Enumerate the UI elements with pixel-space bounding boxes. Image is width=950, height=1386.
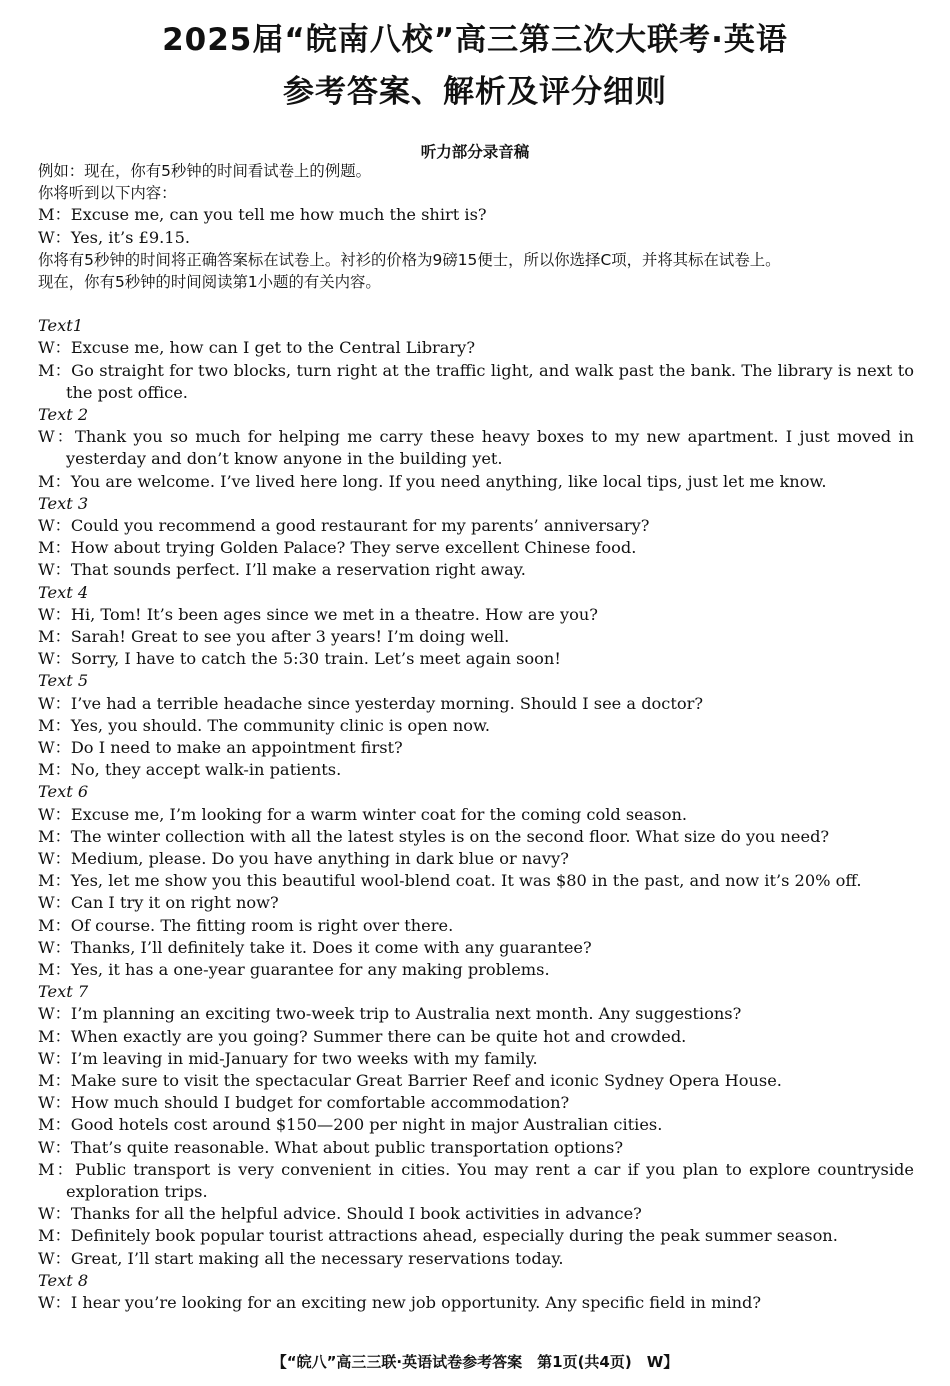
text-label: Text 5 — [38, 671, 89, 691]
dialogue-line: W：I’m leaving in mid-January for two weeks with my family. — [38, 1048, 538, 1068]
text-block-8 — [38, 1270, 914, 1314]
dialogue-line: M：You are welcome. I’ve lived here long. If you need anything, like local tips, just let me know. — [38, 471, 827, 491]
text-label: Text 4 — [38, 582, 89, 602]
dialogue-line: W：Thanks for all the helpful advice. Should I book activities in advance? — [38, 1204, 642, 1224]
dialogue-line: W：Do I need to make an appointment first? — [38, 737, 403, 757]
dialogue-line: W：Can I try it on right now? — [38, 893, 279, 913]
dialogue-line: W：Medium, please. Do you have anything in dark blue or navy? — [38, 848, 569, 868]
dialogue-line: W：Excuse me, I’m looking for a warm winter coat for the coming cold season. — [38, 804, 688, 824]
intro-line: 你将听到以下内容： — [38, 184, 177, 203]
dialogue-line: W：That sounds perfect. I’ll make a reservation right away. — [38, 560, 526, 580]
dialogue-line: W：I hear you’re looking for an exciting new job opportunity. Any specific field in mind? — [38, 1292, 762, 1312]
intro-line: 你将有5秒钟的时间将正确答案标在试卷上。衬衫的价格为9磅15便士，所以你选择C项，并将其标在试卷上。 — [38, 250, 781, 269]
dialogue-line: M：Yes, let me show you this beautiful wool-blend coat. It was $80 in the past, and now it’s 20% off. — [38, 871, 862, 891]
document-subtitle: 参考答案、解析及评分细则 — [283, 74, 667, 110]
dialogue-line: M：No, they accept walk-in patients. — [38, 760, 342, 780]
dialogue-line: W：That’s quite reasonable. What about public transportation options? — [38, 1137, 623, 1157]
spacer — [38, 293, 914, 315]
dialogue-line: M：Of course. The fitting room is right over there. — [38, 915, 454, 935]
intro-line: 例如：现在，你有5秒钟的时间看试卷上的例题。 — [38, 162, 371, 180]
text-label: Text 8 — [38, 1270, 89, 1290]
text-block-3 — [38, 493, 914, 582]
dialogue-line: W：I’ve had a terrible headache since yesterday morning. Should I see a doctor? — [38, 693, 704, 713]
dialogue-line: W：Great, I’ll start making all the necessary reservations today. — [38, 1248, 564, 1268]
intro-line: M：Excuse me, can you tell me how much the shirt is? — [38, 205, 487, 225]
text-block-5 — [38, 670, 914, 781]
dialogue-line: M：How about trying Golden Palace? They serve excellent Chinese food. — [38, 538, 637, 558]
text-label: Text 7 — [38, 982, 89, 1002]
dialogue-line: M：The winter collection with all the latest styles is on the second floor. What size do you need? — [38, 826, 830, 846]
dialogue-line: W：Hi, Tom! It’s been ages since we met in a theatre. How are you? — [38, 604, 598, 624]
dialogue-line: W：Sorry, I have to catch the 5:30 train. Let’s meet again soon! — [38, 649, 561, 669]
dialogue-line: M：Sarah! Great to see you after 3 years! I’m doing well. — [38, 626, 510, 646]
dialogue-line: W：Thanks, I’ll definitely take it. Does it come with any guarantee? — [38, 937, 592, 957]
dialogue-line: W：I’m planning an exciting two-week trip to Australia next month. Any suggestions? — [38, 1004, 742, 1024]
dialogue-line: M：When exactly are you going? Summer there can be quite hot and crowded. — [38, 1026, 687, 1046]
dialogue-line: M：Public transport is very convenient in cities. You may rent a car if you plan to explore countryside exploration trips. — [38, 1159, 914, 1201]
dialogue-line: W：Excuse me, how can I get to the Central Library? — [38, 338, 476, 358]
dialogue-line: M：Good hotels cost around $150—200 per night in major Australian cities. — [38, 1115, 663, 1135]
text-block-7 — [38, 981, 914, 1270]
document-title: 2025届“皖南八校”高三第三次大联考·英语 — [162, 22, 788, 58]
dialogue-line: M：Yes, it has a one-year guarantee for any making problems. — [38, 959, 550, 979]
page-footer: 【“皖八”高三三联·英语试卷参考答案 第1页(共4页) W】 — [271, 1353, 679, 1371]
dialogue-line: M：Yes, you should. The community clinic is open now. — [38, 715, 491, 735]
text-label: Text 3 — [38, 493, 89, 513]
section-heading: 听力部分录音稿 — [420, 143, 530, 161]
intro-block — [38, 160, 914, 293]
dialogue-line: W：Could you recommend a good restaurant for my parents’ anniversary? — [38, 515, 650, 535]
transcript-body — [38, 160, 914, 1314]
dialogue-line: W：How much should I budget for comfortable accommodation? — [38, 1093, 570, 1113]
text-block-6 — [38, 781, 914, 981]
text-label: Text1 — [38, 316, 84, 336]
text-block-2 — [38, 404, 914, 493]
dialogue-line: M：Definitely book popular tourist attractions ahead, especially during the peak summer season. — [38, 1226, 838, 1246]
text-block-1 — [38, 315, 914, 404]
dialogue-line: M：Go straight for two blocks, turn right at the traffic light, and walk past the bank. The library is next to the post office. — [38, 360, 915, 402]
text-label: Text 2 — [38, 404, 89, 424]
dialogue-line: M：Make sure to visit the spectacular Great Barrier Reef and iconic Sydney Opera House. — [38, 1070, 782, 1090]
text-block-4 — [38, 582, 914, 671]
text-label: Text 6 — [38, 782, 89, 802]
intro-line: W：Yes, it’s £9.15. — [38, 227, 191, 247]
dialogue-line: W：Thank you so much for helping me carry these heavy boxes to my new apartment. I just moved in yesterday and don’t know anyone in the building yet. — [38, 427, 914, 469]
intro-line: 现在，你有5秒钟的时间阅读第1小题的有关内容。 — [38, 272, 381, 291]
